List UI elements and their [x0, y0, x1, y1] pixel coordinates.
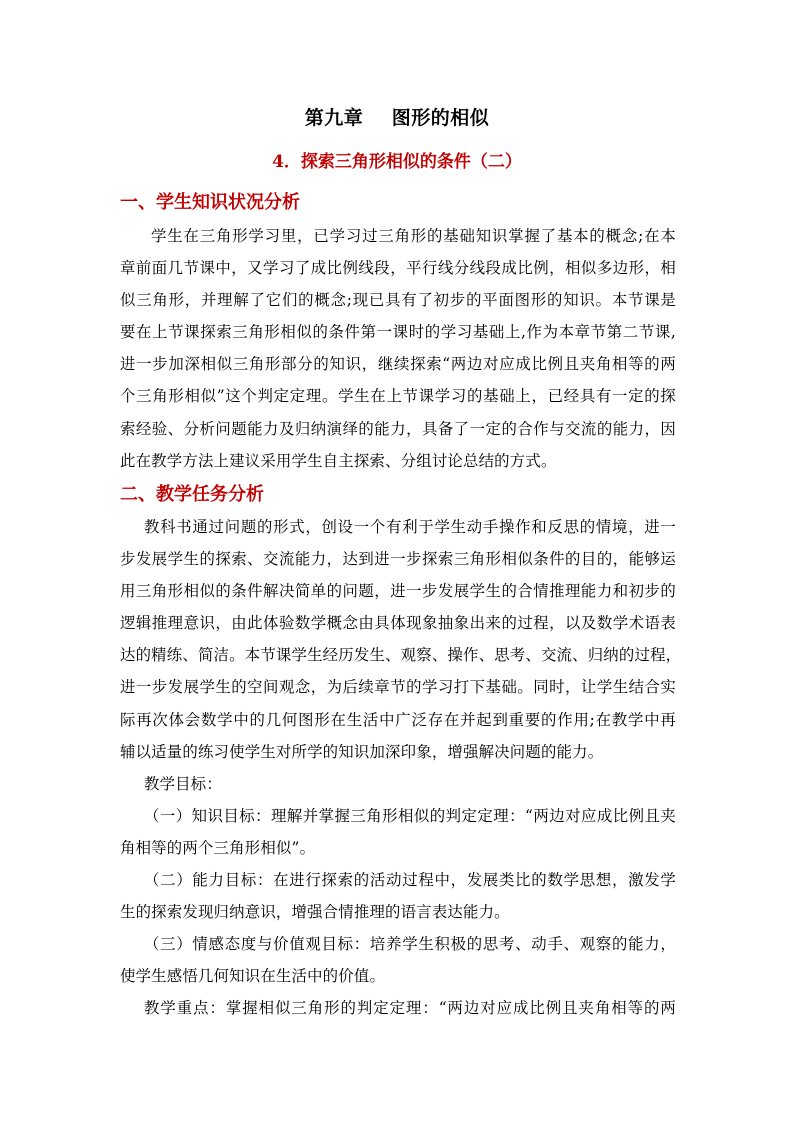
paragraph-line: 似三角形，并理解了它们的概念;现已具有了初步的平面图形的知识。本节课是 — [120, 291, 676, 310]
student-analysis-paragraph — [120, 220, 676, 477]
teaching-key-point: 教学重点：掌握相似三角形的判定定理：“两边对应成比例且夹角相等的两 — [144, 999, 676, 1018]
paragraph-line: 达的精练、简洁。本节课学生经历发生、观察、操作、思考、交流、归纳的过程， — [120, 646, 682, 665]
paragraph-line: 际再次体会数学中的几何图形在生活中广泛存在并起到重要的作用;在教学中再 — [120, 710, 676, 729]
paragraph-line: 进一步发展学生的空间观念，为后续章节的学习打下基础。同时，让学生结合实 — [120, 678, 676, 697]
section-heading-2: 二、教学任务分析 — [120, 484, 264, 505]
goal-ability-line: 生的探索发现归纳意识，增强合情推理的语言表达能力。 — [120, 903, 510, 922]
paragraph-line: 章前面几节课中，又学习了成比例线段，平行线分线段成比例，相似多边形，相 — [120, 259, 676, 278]
paragraph-line: 进一步加深相似三角形部分的知识，继续探索“两边对应成比例且夹角相等的两 — [120, 355, 676, 374]
goal-attitude-line: （三）情感态度与价值观目标：培养学生积极的思考、动手、观察的能力， — [144, 935, 676, 954]
paragraph-line: 此在教学方法上建议采用学生自主探索、分组讨论总结的方式。 — [120, 451, 557, 470]
goal-knowledge-line: （一）知识目标：理解并掌握三角形相似的判定定理：“两边对应成比例且夹 — [144, 806, 676, 825]
section-title: 4．探索三角形相似的条件（二） — [272, 152, 522, 172]
paragraph-line: 学生在三角形学习里，已学习过三角形的基础知识掌握了基本的概念;在本 — [151, 227, 676, 245]
paragraph-line: 辅以适量的练习使学生对所学的知识加深印象，增强解决问题的能力。 — [120, 742, 604, 761]
section-heading-1: 一、学生知识状况分析 — [120, 192, 300, 213]
goal-knowledge-line: 角相等的两个三角形相似”。 — [120, 838, 316, 857]
paragraph-line: 用三角形相似的条件解决简单的问题，进一步发展学生的合情推理能力和初步的 — [120, 582, 676, 601]
goal-attitude-line: 使学生感悟几何知识在生活中的价值。 — [120, 967, 386, 986]
paragraph-line: 个三角形相似”这个判定定理。学生在上节课学习的基础上，已经具有一定的探 — [120, 387, 676, 406]
paragraph-line: 索经验、分析问题能力及归纳演绎的能力，具备了一定的合作与交流的能力，因 — [120, 419, 676, 438]
chapter-title: 第九章 图形的相似 — [304, 107, 490, 129]
task-analysis-paragraph — [120, 511, 682, 1025]
teaching-goals-label: 教学目标： — [144, 774, 222, 793]
paragraph-line: 步发展学生的探索、交流能力，达到进一步探索三角形相似条件的目的，能够运 — [120, 550, 676, 569]
goal-ability-line: （二）能力目标：在进行探索的活动过程中，发展类比的数学思想，激发学 — [144, 871, 676, 890]
paragraph-line: 教科书通过问题的形式，创设一个有利于学生动手操作和反思的情境，进一 — [144, 518, 676, 536]
paragraph-line: 逻辑推理意识，由此体验数学概念由具体现象抽象出来的过程，以及数学术语表 — [120, 614, 676, 633]
paragraph-line: 要在上节课探索三角形相似的条件第一课时的学习基础上,作为本章节第二节课, — [120, 323, 676, 342]
